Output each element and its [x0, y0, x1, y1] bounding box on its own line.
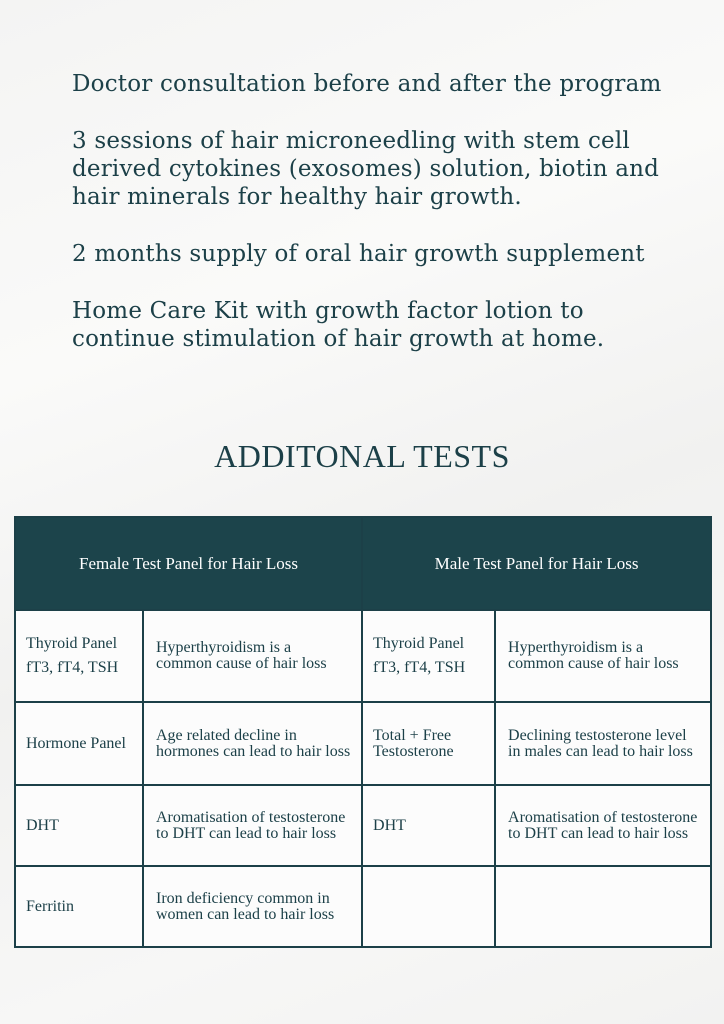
- female-test-name: DHT: [15, 785, 143, 866]
- table-row: [15, 702, 711, 785]
- program-inclusions: [72, 70, 692, 382]
- female-test-description: Hyperthyroidism is a common cause of hair loss: [143, 610, 362, 702]
- table-row: [15, 610, 711, 702]
- female-panel-header: Female Test Panel for Hair Loss: [15, 517, 362, 610]
- female-test-description: Aromatisation of testosterone to DHT can lead to hair loss: [143, 785, 362, 866]
- program-item-home-care-kit: Home Care Kit with growth factor lotion to continue stimulation of hair growth at home.: [72, 298, 605, 352]
- table-header-row: [15, 517, 711, 610]
- male-test-description: [495, 866, 711, 947]
- male-test-description: Hyperthyroidism is a common cause of hair loss: [495, 610, 711, 702]
- program-item-microneedling: 3 sessions of hair microneedling with stem cell derived cytokines (exosomes) solution, biotin and hair minerals for healthy hair growth.: [72, 128, 660, 210]
- section-title: ADDITONAL TESTS: [214, 438, 510, 474]
- female-test-name: Ferritin: [15, 866, 143, 947]
- tests-table: [14, 516, 712, 948]
- table-row: [15, 866, 711, 947]
- male-test-name: DHT: [362, 785, 495, 866]
- male-test-name: [362, 866, 495, 947]
- female-test-description: Age related decline in hormones can lead to hair loss: [143, 702, 362, 785]
- male-test-name: Total + Free Testosterone: [362, 702, 495, 785]
- male-test-description: Declining testosterone level in males can lead to hair loss: [495, 702, 711, 785]
- program-item-consultation: Doctor consultation before and after the program: [72, 71, 662, 97]
- male-panel-header: Male Test Panel for Hair Loss: [362, 517, 711, 610]
- male-test-description: Aromatisation of testosterone to DHT can lead to hair loss: [495, 785, 711, 866]
- program-item-supplement: 2 months supply of oral hair growth supplement: [72, 241, 645, 267]
- table-row: [15, 785, 711, 866]
- male-test-name: Thyroid Panel fT3, fT4, TSH: [362, 610, 495, 702]
- female-test-name: Thyroid Panel fT3, fT4, TSH: [15, 610, 143, 702]
- female-test-description: Iron deficiency common in women can lead to hair loss: [143, 866, 362, 947]
- female-test-name: Hormone Panel: [15, 702, 143, 785]
